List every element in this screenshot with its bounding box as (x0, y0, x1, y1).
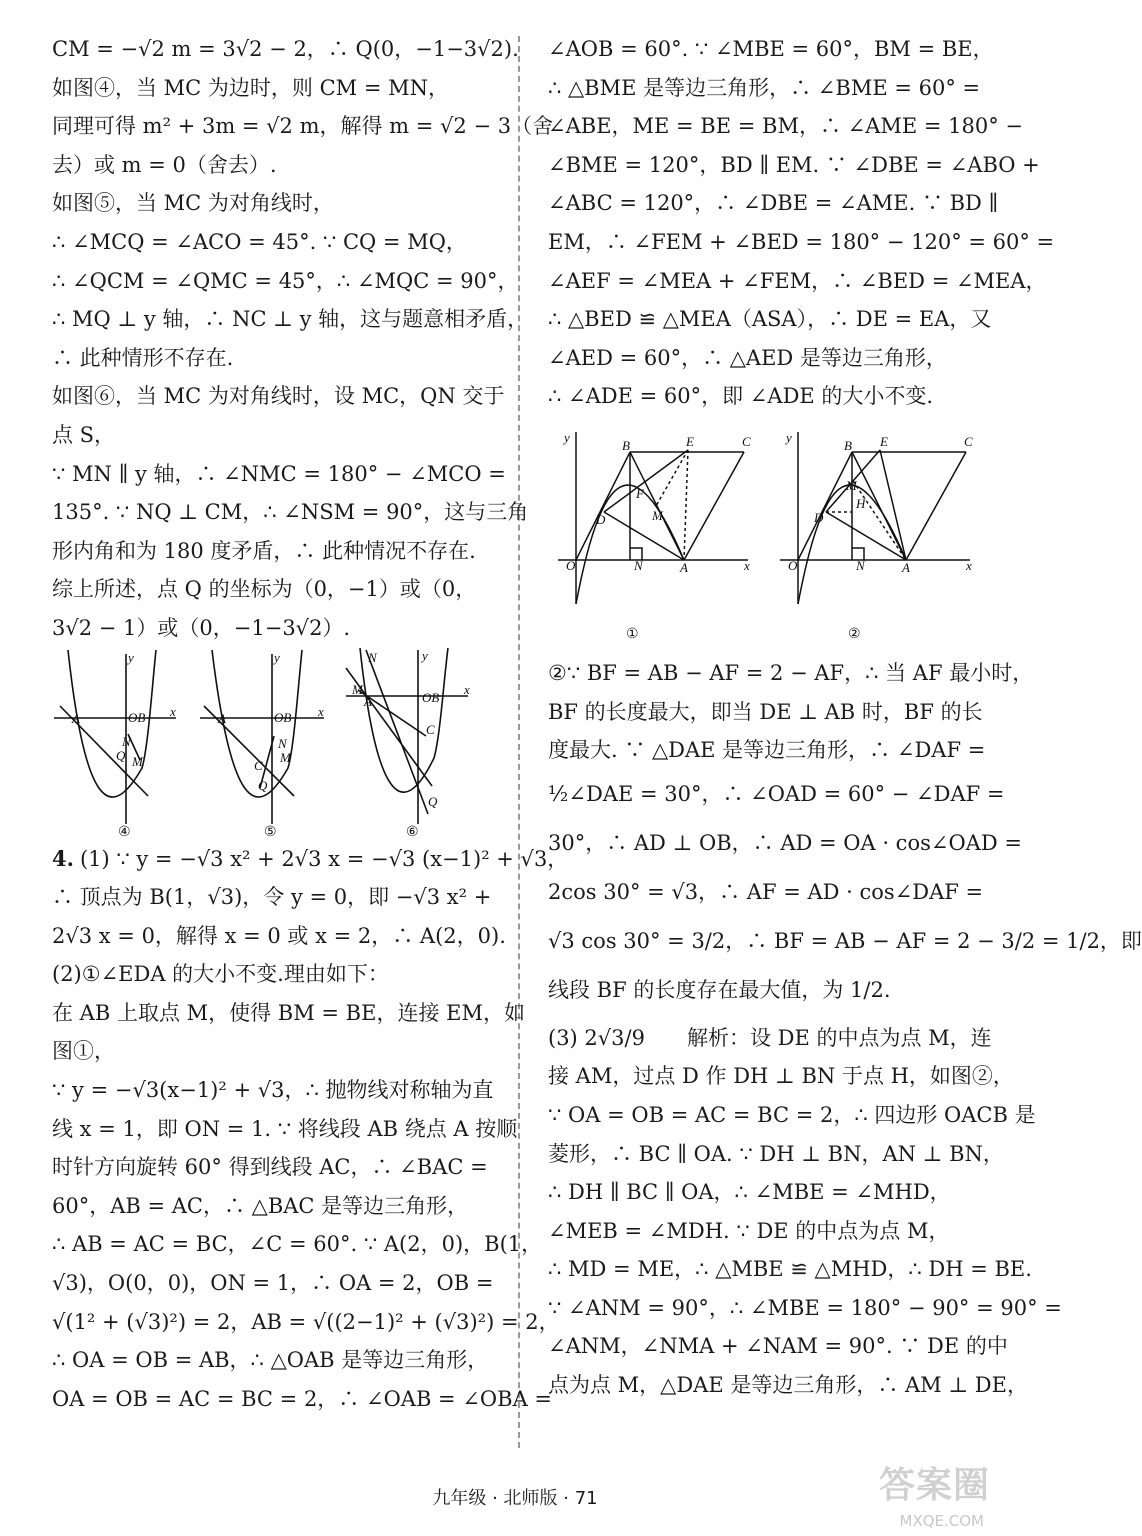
svg-text:C: C (742, 433, 751, 449)
svg-text:A: A (72, 710, 80, 726)
text-line: BF 的长度最大，即当 DE ⊥ AB 时，BF 的长 (548, 699, 983, 724)
text-line: 菱形，∴ BC ∥ OA. ∵ DH ⊥ BN，AN ⊥ BN， (548, 1141, 1004, 1166)
svg-text:M: M (132, 753, 143, 769)
svg-text:x: x (744, 557, 750, 573)
text-line: √(1² + (√3)²) = 2，AB = √((2−1)² + (√3)²) = 2， (52, 1309, 560, 1334)
text-line: ∠ABE，ME = BE = BM，∴ ∠AME = 180° − (548, 114, 1024, 139)
svg-text:B: B (844, 437, 852, 453)
text-line: 如图⑤，当 MC 为对角线时， (52, 191, 334, 216)
text-line: ∠ABC = 120°，∴ ∠DBE = ∠AME. ∵ BD ∥ (548, 191, 999, 216)
text-line: 形内角和为 180 度矛盾，∴ 此种情况不存在. (52, 538, 476, 563)
svg-text:x: x (318, 703, 324, 719)
svg-text:A: A (218, 710, 226, 726)
svg-text:D: D (814, 509, 824, 525)
text-line: ∴ ∠ADE = 60°，即 ∠ADE 的大小不变. (548, 384, 934, 409)
figures-4-5-6 (52, 648, 500, 840)
svg-text:E: E (686, 433, 694, 449)
text-line: ∴ △BME 是等边三角形，∴ ∠BME = 60° = (548, 75, 981, 100)
figure-2 (780, 429, 970, 604)
text-line: 度最大. ∵ △DAE 是等边三角形，∴ ∠DAF = (548, 738, 986, 763)
text-line: ∴ ∠QCM = ∠QMC = 45°，∴ ∠MQC = 90°， (52, 268, 519, 293)
svg-text:y: y (128, 649, 134, 665)
text-line: 接 AM，过点 D 作 DH ⊥ BN 于点 H，如图②， (548, 1064, 1014, 1089)
text-line: ∠AEF = ∠MEA + ∠FEM，∴ ∠BED = ∠MEA， (548, 268, 1047, 293)
svg-text:N: N (634, 557, 643, 573)
text-line: ∠AOB = 60°. ∵ ∠MBE = 60°，BM = BE， (548, 37, 994, 61)
figures-1-2 (548, 428, 994, 648)
svg-text:Q: Q (428, 793, 438, 809)
svg-text:D: D (596, 511, 606, 527)
text-line: ∠AED = 60°，∴ △AED 是等边三角形， (548, 345, 947, 370)
left-column (52, 30, 569, 1418)
svg-text:x: x (170, 703, 176, 719)
right-text-block-d (548, 1019, 1062, 1405)
svg-text:y: y (274, 649, 280, 665)
caption-2: ② (848, 625, 861, 642)
svg-text:O: O (566, 557, 576, 573)
text-line: ∴ DH ∥ BC ∥ OA，∴ ∠MBE = ∠MHD， (548, 1180, 951, 1205)
caption-1: ① (626, 625, 639, 642)
svg-text:N: N (122, 733, 131, 749)
text-line: ∴ △BED ≌ △MEA（ASA），∴ DE = EA，又 (548, 307, 992, 332)
figure-5 (200, 650, 324, 824)
svg-text:x: x (966, 557, 972, 573)
svg-text:y: y (422, 647, 428, 663)
text-line: √3)，O(0，0)，ON = 1，∴ OA = 2，OB = (52, 1271, 494, 1296)
text-line: ∴ ∠MCQ = ∠ACO = 45°. ∵ CQ = MQ， (52, 229, 467, 254)
text-line: ∴ MD = ME，∴ △MBE ≌ △MHD，∴ DH = BE. (548, 1257, 1032, 1282)
text-line: (3) 2√3/9 解析：设 DE 的中点为点 M，连 (548, 1025, 992, 1050)
text-line: 同理可得 m² + 3m = √2 m，解得 m = √2 − 3（舍 (52, 114, 554, 139)
text-line: ∴ AB = AC = BC，∠C = 60°. ∵ A(2，0)，B(1， (52, 1232, 543, 1257)
text-line: 在 AB 上取点 M，使得 BM = BE，连接 EM，如 (52, 1000, 525, 1025)
text-line: 去）或 m = 0（舍去）. (52, 152, 277, 177)
text-line: ∠ANM，∠NMA + ∠NAM = 90°. ∵ DE 的中 (548, 1334, 1008, 1359)
text-line: ∵ ∠ANM = 90°，∴ ∠MBE = 180° − 90° = 90° = (548, 1295, 1062, 1320)
svg-text:OB: OB (422, 689, 440, 705)
text-line: 60°，AB = AC，∴ △BAC 是等边三角形， (52, 1193, 469, 1218)
watermark-url: MXQE.COM (899, 1512, 984, 1530)
svg-text:B: B (622, 437, 630, 453)
right-text-block-a (548, 30, 1055, 416)
svg-text:H: H (856, 495, 866, 511)
svg-text:F: F (636, 485, 644, 501)
text-line: ∵ MN ∥ y 轴，∴ ∠NMC = 180° − ∠MCO = (52, 461, 506, 486)
svg-text:N: N (856, 557, 865, 573)
svg-text:A: A (364, 693, 372, 709)
text-line: 线 x = 1，即 ON = 1. ∵ 将线段 AB 绕点 A 按顺 (52, 1116, 518, 1141)
text-line: CM = −√2 m = 3√2 − 2，∴ Q(0，−1−3√2). (52, 37, 519, 61)
text-line: OA = OB = AC = BC = 2，∴ ∠OAB = ∠OBA = (52, 1386, 553, 1411)
text-line: 135°. ∵ NQ ⊥ CM，∴ ∠NSM = 90°，这与三角 (52, 500, 529, 525)
q4-first-line (52, 840, 569, 879)
text-line: 3√2 − 1）或（0，−1−3√2）. (52, 615, 351, 640)
text-line: √3 cos 30° = 3/2，∴ BF = AB − AF = 2 − 3/2 = 1/2，即 (548, 928, 1142, 953)
svg-text:Q: Q (258, 777, 268, 793)
page-footer: 九年级 · 北师版 · 71 (432, 1488, 598, 1509)
left-text-block-b (52, 878, 560, 1418)
text-line: ②∵ BF = AB − AF = 2 − AF，∴ 当 AF 最小时， (548, 660, 1034, 685)
text-line: 时针方向旋转 60° 得到线段 AC，∴ ∠BAC = (52, 1155, 488, 1180)
svg-text:x: x (464, 681, 470, 697)
svg-text:E: E (880, 433, 888, 449)
svg-text:M: M (652, 507, 663, 523)
text-line: 如图④，当 MC 为边时，则 CM = MN， (52, 75, 449, 100)
svg-text:M: M (280, 749, 291, 765)
caption-6: ⑥ (406, 823, 419, 840)
q4-line-1: (1) ∵ y = −√3 x² + 2√3 x = −√3 (x−1)² + √3， (79, 846, 569, 871)
text-line: ½∠DAE = 30°，∴ ∠OAD = 60° − ∠DAF = (548, 781, 1005, 806)
text-line: 点为点 M，△DAE 是等边三角形，∴ AM ⊥ DE， (548, 1373, 1028, 1398)
text-line: ∵ y = −√3(x−1)² + √3，∴ 抛物线对称轴为直 (52, 1078, 494, 1103)
svg-text:C: C (254, 757, 263, 773)
text-line: ∵ OA = OB = AC = BC = 2，∴ 四边形 OACB 是 (548, 1102, 1036, 1127)
text-line: ∴ OA = OB = AB，∴ △OAB 是等边三角形， (52, 1348, 489, 1373)
figure-4 (54, 650, 176, 824)
svg-text:C: C (426, 721, 435, 737)
caption-5: ⑤ (264, 823, 277, 840)
text-line: 综上所述，点 Q 的坐标为（0，−1）或（0， (52, 577, 477, 602)
svg-text:O: O (788, 557, 798, 573)
svg-text:y: y (786, 429, 792, 445)
svg-text:Q: Q (116, 747, 126, 763)
text-line: 2cos 30° = √3，∴ AF = AD · cos∠DAF = (548, 879, 984, 904)
svg-text:A: A (902, 559, 910, 575)
svg-text:C: C (964, 433, 973, 449)
text-line: 2√3 x = 0，解得 x = 0 或 x = 2，∴ A(2，0). (52, 923, 506, 948)
svg-text:N: N (278, 735, 287, 751)
text-line: 30°，∴ AD ⊥ OB，∴ AD = OA · cos∠OAD = (548, 830, 1022, 855)
text-line: 线段 BF 的长度存在最大值，为 1/2. (548, 977, 891, 1002)
text-line: ∴ 此种情形不存在. (52, 345, 234, 370)
watermark-logo: 答案圈 (878, 1465, 990, 1506)
text-line: 图①， (52, 1039, 115, 1064)
text-line: EM，∴ ∠FEM + ∠BED = 180° − 120° = 60° = (548, 229, 1055, 254)
text-line: ∠BME = 120°，BD ∥ EM. ∵ ∠DBE = ∠ABO + (548, 152, 1040, 177)
svg-text:OB: OB (274, 709, 292, 725)
figure-6 (346, 648, 468, 824)
text-line: 点 S， (52, 422, 116, 447)
right-text-block-b (548, 654, 1034, 770)
q4-number: 4. (52, 845, 74, 871)
svg-text:N: N (368, 649, 377, 665)
left-text-block-a (52, 30, 554, 648)
caption-4: ④ (118, 823, 131, 840)
text-line: 如图⑥，当 MC 为对角线时，设 MC，QN 交于 (52, 384, 505, 409)
right-column (548, 30, 1142, 1405)
svg-text:A: A (680, 559, 688, 575)
svg-text:M: M (846, 477, 857, 493)
right-text-block-c (548, 770, 1142, 1015)
text-line: ∴ 顶点为 B(1，√3)，令 y = 0，即 −√3 x² + (52, 885, 492, 910)
svg-text:M: M (352, 681, 363, 697)
svg-text:OB: OB (128, 709, 146, 725)
svg-text:y: y (564, 429, 570, 445)
text-line: (2)①∠EDA 的大小不变.理由如下： (52, 962, 389, 987)
text-line: ∴ MQ ⊥ y 轴，∴ NC ⊥ y 轴，这与题意相矛盾， (52, 307, 529, 332)
text-line: ∠MEB = ∠MDH. ∵ DE 的中点为点 M， (548, 1218, 950, 1243)
